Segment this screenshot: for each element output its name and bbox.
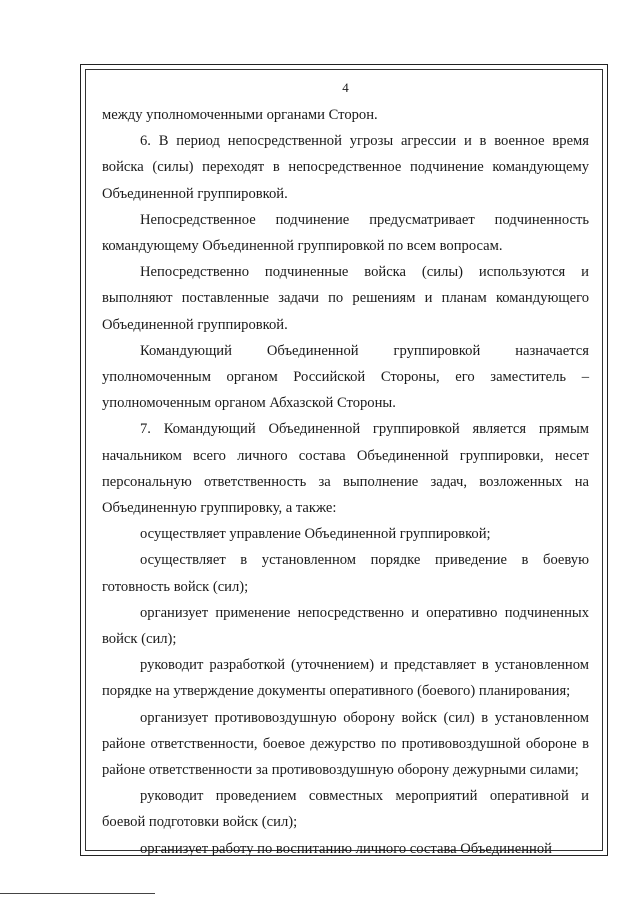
paragraph: руководит проведением совместных мероприятий оперативной и боевой подготовки войск (сил); <box>102 788 589 831</box>
paragraph: 7. Командующий Объединенной группировкой является прямым начальником всего личного состава Объединенной группировки, несет персональную ответственность за выполнение задач, возложенных на Объединенную группировку, а также: <box>102 421 589 517</box>
paragraph: между уполномоченными органами Сторон. <box>102 107 378 123</box>
paragraph: Командующий Объединенной группировкой назначается уполномоченным органом Российской Стороны, его заместитель – уполномоченным органом Абхазской Стороны. <box>102 342 589 412</box>
paragraph: организует работу по воспитанию личного состава Объединенной <box>140 840 552 857</box>
paragraph: 6. В период непосредственной угрозы агрессии и в военное время войска (силы) переходят в непосредственное подчинение командующему Объединенной группировкой. <box>102 133 589 202</box>
bottom-rule <box>0 893 155 894</box>
paragraph: осуществляет управление Объединенной группировкой; <box>140 526 491 543</box>
paragraph: организует противовоздушную оборону войск (сил) в установленном районе ответственности, боевое дежурство по противовоздушной обороне в районе ответственности за противовоздушную оборону дежурными силами; <box>102 709 589 779</box>
page-number: 4 <box>342 80 349 95</box>
paragraph: Непосредственное подчинение предусматривает подчиненность командующему Объединенной группировкой по всем вопросам. <box>102 211 589 255</box>
paragraph: организует применение непосредственно и оперативно подчиненных войск (сил); <box>102 604 589 648</box>
paragraph: Непосредственно подчиненные войска (силы) используются и выполняют поставленные задачи по решениям и планам командующего Объединенной группировкой. <box>102 264 589 333</box>
paragraph: руководит разработкой (уточнением) и представляет в установленном порядке на утверждение документы оперативного (боевого) планирования; <box>102 657 589 700</box>
paragraph: осуществляет в установленном порядке приведение в боевую готовность войск (сил); <box>102 552 589 595</box>
document-body <box>102 80 589 862</box>
